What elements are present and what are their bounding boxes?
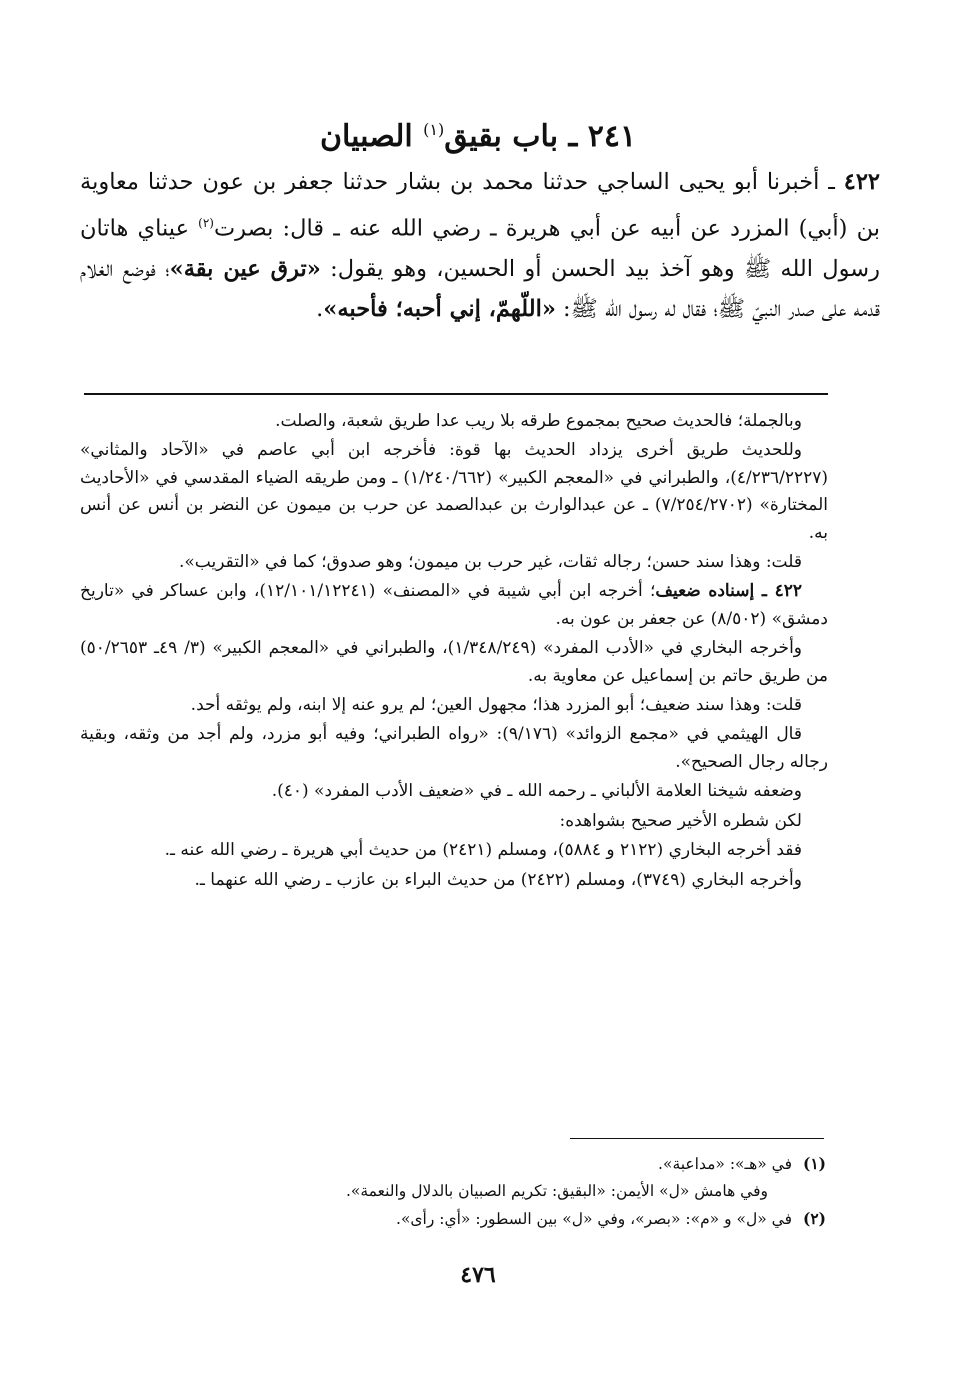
- commentary-paragraph: وبالجملة؛ فالحديث صحيح بمجموع طرقه بلا ريب عدا طريق شعبة، والصلت.: [275, 411, 802, 431]
- footnote-1-continued: [80, 1178, 826, 1205]
- commentary-paragraph: وضعفه شيخنا العلامة الألباني ـ رحمه الله ـ في «ضعيف الأدب المفرد» (٤٠).: [271, 781, 802, 802]
- chapter-title-tail: الصبيان: [319, 119, 413, 154]
- commentary-verdict: ـ إسناده ضعيف: [655, 581, 775, 602]
- footnote-2: [80, 1205, 826, 1233]
- footnote-number: (١): [802, 1154, 826, 1173]
- hadith-part-1: ـ أخبرنا أبو يحيى الساجي حدثنا محمد بن بشار حدثنا جعفر بن عون حدثنا معاوية بن (أبي) المزرد عن أبيه عن أبي هريرة ـ رضي الله عنه ـ قال: بصرت: [80, 169, 880, 241]
- hadith-quote-1: «ترق عين بقة»: [169, 255, 321, 282]
- commentary-paragraph: فقد أخرجه البخاري (٢١٢٢ و ٥٨٨٤)، ومسلم (٢٤٢١) من حديث أبي هريرة ـ رضي الله عنه ـ.: [164, 840, 802, 861]
- chapter-title: [0, 108, 956, 159]
- hadith-quote-2: «اللّهمّ، إني أحبه؛ فأحبه»: [323, 296, 556, 322]
- hadith-part-3: ؛ فوضع الغلام قدمه على صدر النبيّ ﷺ؛ فقال له رسول الله ﷺ:: [80, 255, 880, 322]
- hadith-part-2: عيناي هاتان رسول الله ﷺ وهو آخذ بيد الحسن أو الحسين، وهو يقول:: [80, 215, 880, 282]
- hadith-note-ref: (٢): [198, 215, 214, 230]
- footnote-number: (٢): [802, 1209, 826, 1228]
- commentary-paragraph: قلت: وهذا سند ضعيف؛ أبو المزرد هذا؛ مجهول العين؛ لم يرو عنه إلا ابنه، ولم يوثقه أحد.: [190, 695, 802, 716]
- footnote-text: في «ل» و «م»: «بصر»، وفي «ل» بين السطور: «أي: رأى».: [396, 1210, 792, 1228]
- commentary-paragraph: لكن شطره الأخير صحيح بشواهده:: [559, 810, 802, 831]
- page-number: ٤٧٦: [460, 1262, 496, 1288]
- section-divider: [84, 393, 828, 395]
- footnotes: [80, 1150, 826, 1233]
- commentary-block: [80, 408, 828, 894]
- hadith-text: [80, 162, 880, 330]
- commentary-paragraph: وأخرجه البخاري في «الأدب المفرد» (١/٣٤٨/٢٤٩)، والطبراني في «المعجم الكبير» (٣/ ٤٩ـ ٥٠/٢٦٥٣) من طريق حاتم بن إسماعيل عن معاوية به.: [80, 638, 828, 686]
- footnote-1: [80, 1150, 826, 1178]
- chapter-title-text: ٢٤١ ـ باب بقيق: [444, 119, 637, 154]
- hadith-number: ٤٢٢: [843, 169, 880, 195]
- commentary-hadith-422: [80, 578, 828, 633]
- hadith-part-4: .: [316, 296, 324, 322]
- footnote-divider: [570, 1138, 824, 1139]
- footnote-text: وفي هامش «ل» الأيمن: «البقيق: تكريم الصبيان بالدلال والنعمة».: [345, 1182, 768, 1200]
- chapter-title-note-ref: (١): [423, 120, 445, 139]
- commentary-number: ٤٢٢: [774, 581, 802, 602]
- commentary-paragraph: وللحديث طريق أخرى يزداد الحديث بها قوة: فأخرجه ابن أبي عاصم في «الآحاد والمثاني» (٤/٢٣٦/٢٢٢٧)، والطبراني في «المعجم الكبير» (١/٢٤٠/٦٦٢) ـ ومن طريقه الضياء المقدسي في «الأحاديث المختارة» (٧/٢٥٤/٢٧٠٢) ـ عن عبدالوارث بن عبدالصمد عن حرب بن ميمون عن النضر بن أنس عن أنس به.: [80, 440, 828, 543]
- commentary-paragraph: قلت: وهذا سند حسن؛ رجاله ثقات، غير حرب بن ميمون؛ وهو صدوق؛ كما في «التقريب».: [178, 552, 802, 573]
- commentary-paragraph: وأخرجه البخاري (٣٧٤٩)، ومسلم (٢٤٢٢) من حديث البراء بن عازب ـ رضي الله عنهما ـ.: [194, 869, 802, 890]
- commentary-paragraph: قال الهيثمي في «مجمع الزوائد» (٩/١٧٦): «رواه الطبراني؛ وفيه أبو مزرد، ولم أجد من وثقه، وبقية رجاله رجال الصحيح».: [80, 724, 828, 772]
- commentary-verdict-rest: ؛ أخرجه ابن أبي شيبة في «المصنف» (١٢/١٠١/١٢٢٤١)، وابن عساكر في «تاريخ دمشق» (٨/٥٠٢) عن جعفر بن عون به.: [80, 581, 828, 629]
- footnote-text: في «هـ»: «مداعبة».: [658, 1155, 792, 1173]
